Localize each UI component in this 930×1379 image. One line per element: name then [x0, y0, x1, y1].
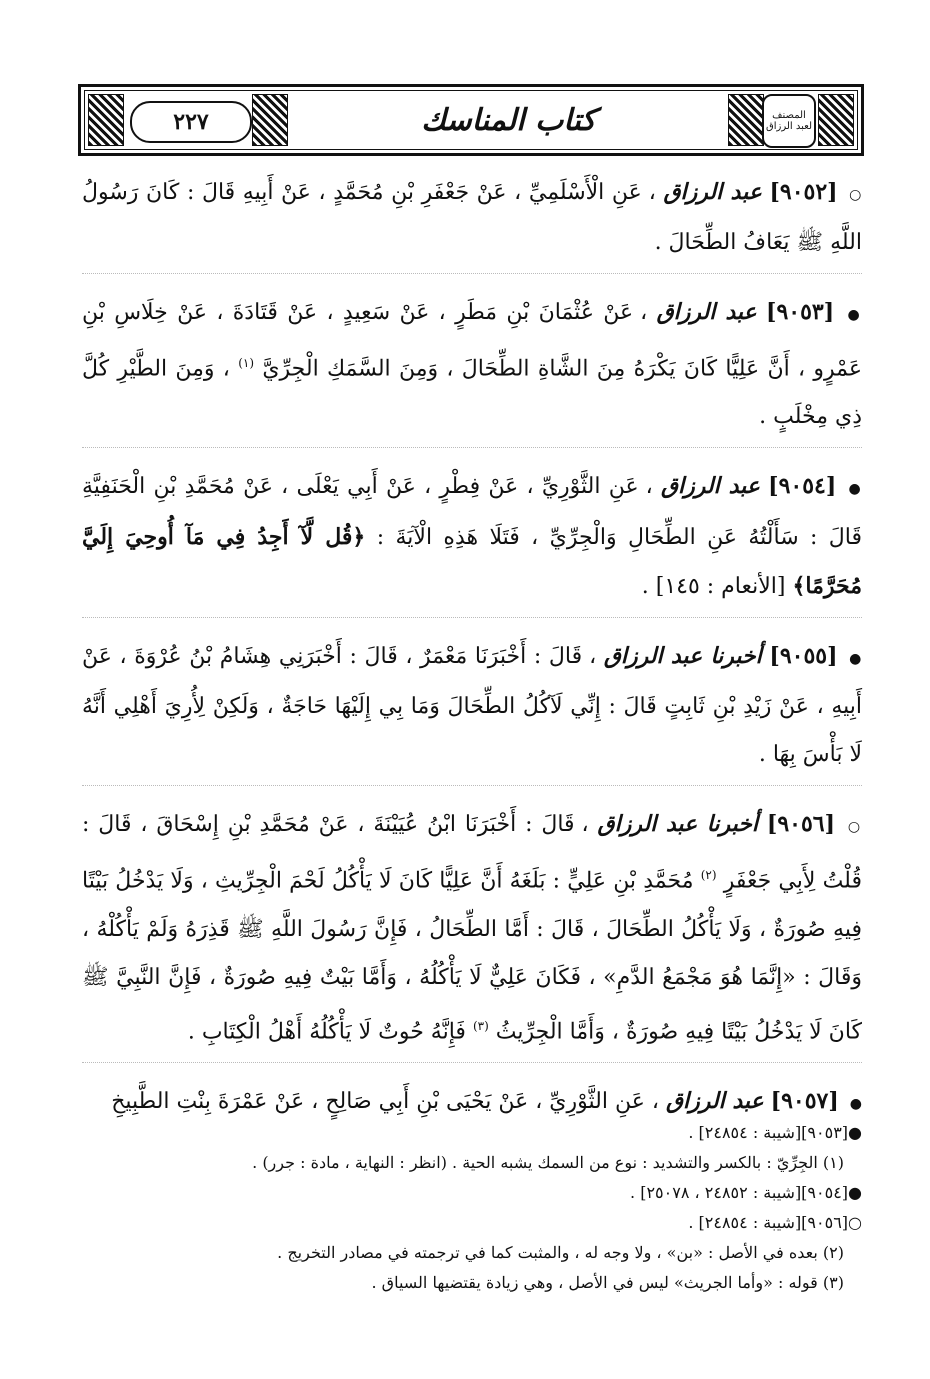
chain-start: أخبرنا عبد الرزاق — [603, 643, 762, 670]
hadith-text: ، وَمِنَ الطَّيْرِ كُلَّ ذِي مِخْلَبٍ . — [82, 356, 862, 430]
hadith-entry — [82, 288, 862, 448]
entry-marker: ● — [848, 481, 862, 498]
hadith-entry — [82, 168, 862, 274]
footnote: (١) الجِرِّيّ : بالكسر والتشديد : نوع من السمك يشبه الحية . (انظر : النهاية ، مادة : جرر) . — [252, 1153, 844, 1172]
hadith-number: [٩٠٥٥] — [769, 643, 838, 670]
ornament-icon — [818, 94, 854, 146]
footnote: (٣) قوله : «وأما الجريث» ليس في الأصل ، وهي زيادة يقتضيها السياق . — [371, 1273, 844, 1292]
book-emblem: المصنف لعبد الرزاق — [762, 94, 816, 148]
hadith-number: [٩٠٥٧] — [770, 1087, 839, 1114]
footnote: (٢) بعده في الأصل : «بن» ، ولا وجه له ، والمثبت كما في ترجمته في مصادر التخريج . — [277, 1243, 844, 1262]
hadith-number: [٩٠٥٤] — [768, 473, 837, 500]
footnotes — [82, 1118, 862, 1298]
entry-marker: ● — [849, 1095, 862, 1112]
page-header — [78, 84, 864, 156]
footnote-marker: (١) — [238, 356, 255, 370]
chain-start: عبد الرزاق — [665, 1087, 764, 1114]
entry-marker: ○ — [847, 819, 862, 836]
entry-marker: ● — [847, 307, 863, 323]
hadith-text: ، عَنِ الثَّوْرِيِّ ، عَنْ يَحْيَى بْنِ أَبِي صَالِحٍ ، عَنْ عَمْرَةَ بِنْتِ الطَّبِيخِ — [111, 1088, 659, 1114]
hadith-entry — [82, 800, 862, 1063]
chain-start: عبد الرزاق — [660, 473, 760, 500]
quran-verse: ﴿قُل لَّآ أَجِدُ فِي مَآ أُوحِيَ إِلَيَّ مُحَرَّمًا﴾ — [82, 524, 862, 600]
page-number: ٢٢٧ — [130, 101, 252, 143]
hadith-text: ، عَنِ الثَّوْرِيِّ ، عَنْ فِطْرٍ ، عَنْ أَبِي يَعْلَى ، عَنْ مُحَمَّدِ بْنِ الْحَنَفِيَّةِ قَالَ : سَأَلْتُهُ عَنِ الطِّحَالِ وَالْجِرِّيِّ ، فَتَلَا هَذِهِ الْآيَةَ : — [82, 474, 863, 551]
footnote-source: ●[٩٠٥٣][شيبة : ٢٤٨٥٤] . — [688, 1123, 862, 1142]
main-text — [82, 168, 862, 1136]
hadith-number: [٩٠٥٦] — [766, 811, 835, 838]
hadith-text: ، قَالَ : أَخْبَرَنَا ابْنُ عُيَيْنَةَ ، عَنْ مُحَمَّدِ بْنِ إِسْحَاقَ ، قَالَ : قُلْتُ لِأَبِي جَعْفَرٍ — [82, 812, 862, 894]
ornament-icon — [88, 94, 124, 146]
hadith-number: [٩٠٥٣] — [766, 299, 835, 325]
chain-start: عبد الرزاق — [663, 179, 762, 205]
hadith-number: [٩٠٥٢] — [769, 179, 838, 205]
entry-marker: ● — [849, 651, 862, 668]
hadith-text: فَإِنَّهُ حُوتٌ لَا يَأْكُلُهُ أَهْلُ الْكِتَابِ . — [187, 1018, 466, 1044]
ornament-icon — [728, 94, 764, 146]
chain-start: عبد الرزاق — [656, 299, 757, 325]
hadith-text: ، عَنْ عُثْمَانَ بْنِ مَطَرٍ ، عَنْ سَعِيدٍ ، عَنْ قَتَادَةَ ، عَنْ خِلَاسِ بْنِ عَمْرٍو ، أَنَّ عَلِيًّا كَانَ يَكْرَهُ مِنَ الشَّاةِ الطِّحَالَ ، وَمِنَ السَّمَكِ الْجِرِّيَّ — [82, 300, 863, 382]
hadith-entry — [82, 632, 862, 786]
footnote-source: ○[٩٠٥٦][شيبة : ٢٤٨٥٤] . — [688, 1213, 862, 1232]
hadith-text: مُحَمَّدِ بْنِ عَلِيٍّ : بَلَغَهُ أَنَّ عَلِيًّا كَانَ لَا يَأْكُلُ لَحْمَ الْجِرِّيثِ ، وَلَا يَدْخُلُ بَيْتًا فِيهِ صُورَةٌ ، وَلَا يَأْكُلُ الطِّحَالَ ، قَالَ : أَمَّا الطِّحَالُ ، فَإِنَّ رَسُولَ اللَّهِ ﷺ قَذِرَهُ وَلَمْ يَأْكُلْهُ ، وَقَالَ : «إِنَّمَا هُوَ مَجْمَعُ الدَّمِ» ، فَكَانَ عَلِيٌّ لَا يَأْكُلُهُ ، وَأَمَّا بَيْتٌ فِيهِ صُورَةٌ ، فَإِنَّ النَّبِيَّ ﷺ كَانَ لَا يَدْخُلُ بَيْتًا فِيهِ صُورَةٌ ، وَأَمَّا الْجِرِّيثُ — [82, 868, 862, 1044]
verse-citation: [الأنعام : ١٤٥] . — [641, 574, 786, 600]
book-title: كتاب المناسك — [421, 102, 596, 138]
hadith-text: ، عَنِ الْأَسْلَمِيِّ ، عَنْ جَعْفَرِ بْنِ مُحَمَّدٍ ، عَنْ أَبِيهِ قَالَ : كَانَ رَسُولُ اللَّهِ ﷺ يَعَافُ الطِّحَالَ . — [82, 180, 862, 255]
hadith-text: ، قَالَ : أَخْبَرَنَا مَعْمَرٌ ، قَالَ : أَخْبَرَنِي هِشَامُ بْنُ عُرْوَةَ ، عَنْ أَبِيهِ ، عَنْ زَيْدِ بْنِ ثَابِتٍ قَالَ : إِنِّي لَآكُلُ الطِّحَالَ وَمَا بِي إِلَيْهَا حَاجَةٌ ، وَلَكِنْ لِأُرِيَ أَهْلِي أَنَّهُ لَا بَأْسَ بِهَا . — [82, 644, 862, 768]
hadith-entry — [82, 462, 862, 618]
footnote-source: ●[٩٠٥٤][شيبة : ٢٤٨٥٢ ، ٢٥٠٧٨] . — [630, 1183, 862, 1202]
footnote-marker: (٣) — [472, 1018, 489, 1033]
entry-marker: ○ — [849, 187, 863, 203]
chain-start: أخبرنا عبد الرزاق — [597, 811, 759, 838]
ornament-icon — [252, 94, 288, 146]
footnote-marker: (٢) — [700, 868, 717, 883]
